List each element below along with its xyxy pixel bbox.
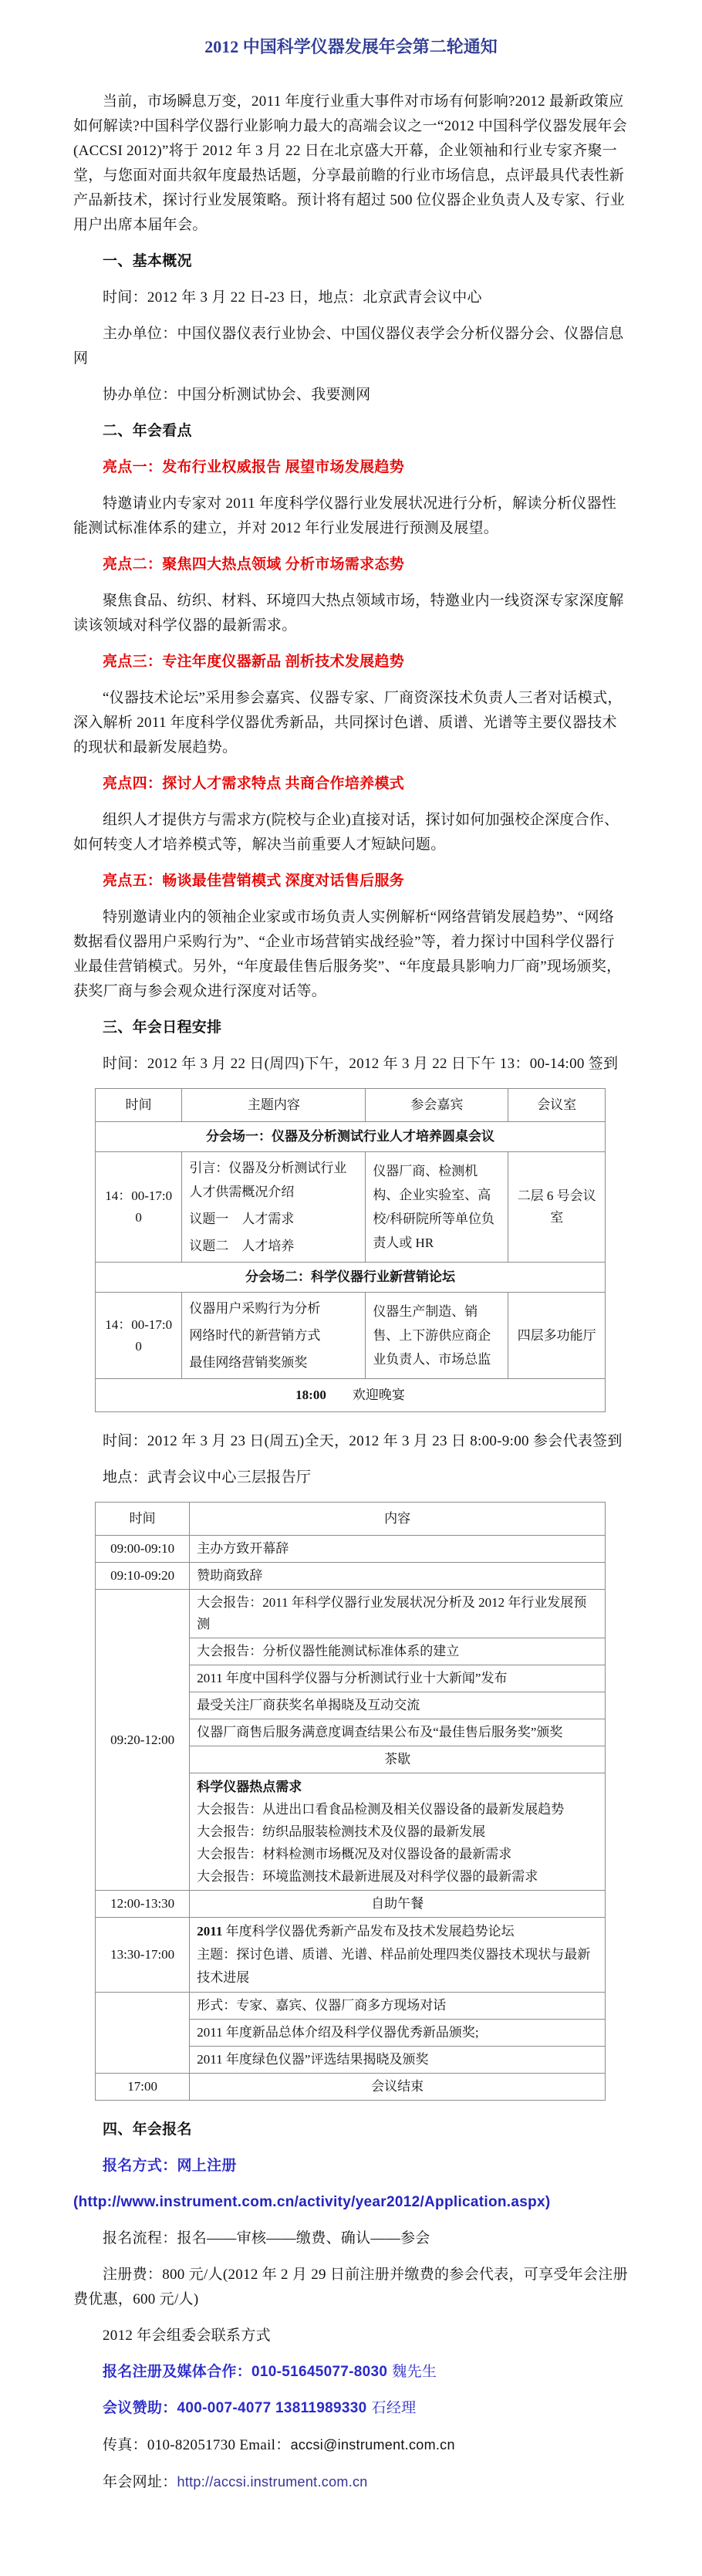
forum-theme-line: 主题：探讨色谱、质谱、光谱、样品前处理四类仪器技术现状与最新技术进展 [197,1947,591,1985]
fax-email-line [73,2432,629,2458]
session1-title-row [96,1122,606,1152]
highlight-1-title: 亮点一：发布行业权威报告 展望市场发展趋势 [103,459,405,475]
website-url-link[interactable]: http://accsi.instrument.com.cn [177,2474,368,2490]
session1-topics [182,1152,366,1263]
dinner-row [96,1379,606,1412]
contact-label: 报名注册及媒体合作： [103,2364,252,2380]
session2-title: 分会场二：科学仪器行业新营销论坛 [96,1263,606,1293]
forum-title-rest: 年度科学仪器优秀新产品发布及技术发展趋势论坛 [222,1924,515,1939]
topic-line: 议题二 人才培养 [189,1239,295,1253]
end-row [96,2074,606,2101]
highlight-1-body: 特邀请业内专家对 2011 年度科学仪器行业发展状况进行分析，解读分析仪器性能测试标准体系的建立，并对 2012 年行业发展进行预测及展望。 [73,495,617,536]
section-heading-2: 二、年会看点 [103,423,192,439]
table-header-row [96,1503,606,1536]
row-content: 主办方致开幕辞 [190,1536,606,1563]
block-time: 09:20-12:00 [96,1590,190,1891]
th-content: 内容 [190,1503,606,1536]
highlight-4-body: 组织人才提供方与需求方(院校与企业)直接对话，探讨如何加强校企深度合作、如何转变人才培养模式等，解决当前重要人才短缺问题。 [73,812,619,853]
highlight-4-title: 亮点四：探讨人才需求特点 共商合作培养模式 [103,776,405,792]
committee-contact-heading: 2012 年会组委会联系方式 [103,2328,271,2344]
highlight-5-title: 亮点五：畅谈最佳营销模式 深度对话售后服务 [103,873,405,889]
row-content: 赞助商致辞 [190,1563,606,1590]
table-row [96,1590,606,1638]
topic-line: 引言：仪器及分析测试行业人才供需概况介绍 [189,1161,347,1199]
dinner-cell [96,1379,606,1412]
hot-topic-line: 大会报告：从进出口看食品检测及相关仪器设备的最新发展趋势 [197,1802,565,1817]
info-co-host: 协办单位：中国分析测试协会、我要测网 [103,387,371,403]
table-header-row [96,1089,606,1122]
th-time: 时间 [96,1089,182,1122]
empty-time-cell [96,1993,190,2074]
highlight-2-body: 聚焦食品、纺织、材料、环境四大热点领域市场，特邀业内一线资深专家深度解读该领域对科学仪器的最新需求。 [73,593,624,634]
th-topic: 主题内容 [182,1089,366,1122]
intro-paragraph: 当前，市场瞬息万变，2011 年度行业重大事件对市场有何影响?2012 最新政策应如何解读?中国科学仪器行业影响力最大的高端会议之一“2012 中国科学仪器发展年会(ACCSI 2012)”将于 2012 年 3 月 22 日在北京盛大开幕，企业领袖和行业专家齐聚一堂，与您面对面共叙年度最热话题，分享最前瞻的行业市场信息，点评最具代表性新产品新技术，探讨行业发展策略。预计将有超过 500 位仪器企业负责人及专家、行业用户出席本届年会。 [73,93,627,233]
session2-row [96,1293,606,1379]
hot-topic-line: 大会报告：纺织品服装检测技术及仪器的最新发展 [197,1824,486,1839]
day2-time-note: 时间：2012 年 3 月 23 日(周五)全天，2012 年 3 月 23 日 8:00-9:00 参会代表签到 [103,1433,623,1449]
topic-line: 仪器用户采购行为分析 [189,1301,321,1316]
row-time: 17:00 [96,2074,190,2101]
schedule-table-day2 [95,1502,606,2101]
table-row [96,1993,606,2020]
contact-person: 石经理 [371,2400,417,2416]
session1-title: 分会场一：仪器及分析测试行业人才培养圆桌会议 [96,1122,606,1152]
forum-year: 2011 [197,1924,223,1939]
email-address: accsi@instrument.com.cn [290,2437,455,2453]
table-row [96,1563,606,1590]
contact-sponsorship [73,2396,629,2421]
session1-room: 二层 6 号会议室 [508,1152,606,1263]
registration-flow: 报名流程：报名——审核——缴费、确认——参会 [103,2230,430,2246]
topic-line: 议题一 人才需求 [189,1212,295,1226]
lunch-row [96,1891,606,1918]
session1-time: 14：00-17:00 [96,1152,182,1263]
info-host: 主办单位：中国仪器仪表行业协会、中国仪器仪表学会分析仪器分会、仪器信息网 [73,326,624,367]
dinner-time: 18:00 [295,1388,326,1402]
session2-title-row [96,1263,606,1293]
lunch-label: 自助午餐 [190,1891,606,1918]
contact-label: 会议赞助： [103,2400,177,2416]
row-content: 形式：专家、嘉宾、仪器厂商多方现场对话 [190,1993,606,2020]
session2-time: 14：00-17:00 [96,1293,182,1379]
table-row [96,1536,606,1563]
contact-phone: 400-007-4077 13811989330 [177,2400,367,2416]
info-time-place: 时间：2012 年 3 月 22 日-23 日，地点：北京武青会议中心 [103,289,482,306]
day2-location: 地点：武青会议中心三层报告厅 [103,1469,312,1486]
dinner-label: 欢迎晚宴 [352,1388,405,1402]
hot-topic-line: 大会报告：材料检测市场概况及对仪器设备的最新需求 [197,1847,512,1861]
row-content: 2011 年度绿色仪器”评选结果揭晓及颁奖 [190,2047,606,2074]
forum-row [96,1918,606,1993]
contact-person: 魏先生 [392,2364,437,2380]
highlight-3-title: 亮点三：专注年度仪器新品 剖析技术发展趋势 [103,654,405,670]
registration-method: 报名方式：网上注册 [103,2158,237,2174]
registration-url-link[interactable]: (http://www.instrument.com.cn/activity/year2012/Application.aspx) [73,2194,551,2210]
tea-break: 茶歇 [190,1746,606,1773]
th-time: 时间 [96,1503,190,1536]
session1-guests: 仪器厂商、检测机构、企业实验室、高校/科研院所等单位负责人或 HR [366,1152,508,1263]
highlight-2-title: 亮点二：聚焦四大热点领域 分析市场需求态势 [103,556,405,573]
highlight-5-body: 特别邀请业内的领袖企业家或市场负责人实例解析“网络营销发展趋势”、“网络数据看仪器用户采购行为”、“企业市场营销实战经验”等，着力探讨中国科学仪器行业最佳营销模式。另外，“年度最佳售后服务奖”、“年度最具影响力厂商”现场颁奖，获奖厂商与参会观众进行深度对话等。 [73,909,622,999]
hot-topic-line: 大会报告：环境监测技术最新进展及对科学仪器的最新需求 [197,1869,538,1884]
contact-phone: 010-51645077-8030 [251,2364,388,2380]
website-line [73,2470,629,2495]
row-time: 13:30-17:00 [96,1918,190,1993]
section-heading-4: 四、年会报名 [103,2121,192,2138]
topic-line: 网络时代的新营销方式 [189,1328,321,1343]
website-label: 年会网址： [103,2474,177,2490]
session2-guests: 仪器生产制造、销售、上下游供应商企业负责人、市场总监 [366,1293,508,1379]
section-heading-1: 一、基本概况 [103,253,192,269]
row-content: 大会报告：分析仪器性能测试标准体系的建立 [190,1638,606,1665]
row-time: 12:00-13:30 [96,1891,190,1918]
hot-topics-cell [190,1773,606,1891]
th-guests: 参会嘉宾 [366,1089,508,1122]
registration-fee: 注册费：800 元/人(2012 年 2 月 29 日前注册并缴费的参会代表，可享受年会注册费优惠，600 元/人) [73,2267,628,2307]
row-content: 最受关注厂商获奖名单揭晓及互动交流 [190,1692,606,1719]
forum-title-cell [190,1918,606,1993]
highlight-3-body: “仪器技术论坛”采用参会嘉宾、仪器专家、厂商资深技术负责人三者对话模式，深入解析 2011 年度科学仪器优秀新品，共同探讨色谱、质谱、光谱等主要仪器技术的现状和最新发展趋势。 [73,690,623,756]
row-content: 2011 年度中国科学仪器与分析测试行业十大新闻”发布 [190,1665,606,1692]
end-label: 会议结束 [190,2074,606,2101]
day1-time-note: 时间：2012 年 3 月 22 日(周四)下午，2012 年 3 月 22 日下午 13：00-14:00 签到 [103,1056,619,1072]
row-time: 09:10-09:20 [96,1563,190,1590]
contact-registration [73,2360,629,2385]
hot-topics-title: 科学仪器热点需求 [197,1780,302,1794]
fax-label: 传真：010-82051730 Email： [103,2437,291,2453]
session2-topics [182,1293,366,1379]
row-content: 2011 年度新品总体介绍及科学仪器优秀新品颁奖; [190,2020,606,2047]
row-content: 大会报告：2011 年科学仪器行业发展状况分析及 2012 年行业发展预测 [190,1590,606,1638]
th-room: 会议室 [508,1089,606,1122]
session2-room: 四层多功能厅 [508,1293,606,1379]
session1-row [96,1152,606,1263]
row-content: 仪器厂商售后服务满意度调查结果公布及“最佳售后服务奖”颁奖 [190,1719,606,1746]
schedule-table-day1 [95,1088,606,1412]
section-heading-3: 三、年会日程安排 [103,1019,222,1036]
row-time: 09:00-09:10 [96,1536,190,1563]
forum-title-line [197,1920,598,1943]
topic-line: 最佳网络营销奖颁奖 [189,1355,308,1370]
doc-title: 2012 中国科学仪器发展年会第二轮通知 [204,37,498,56]
